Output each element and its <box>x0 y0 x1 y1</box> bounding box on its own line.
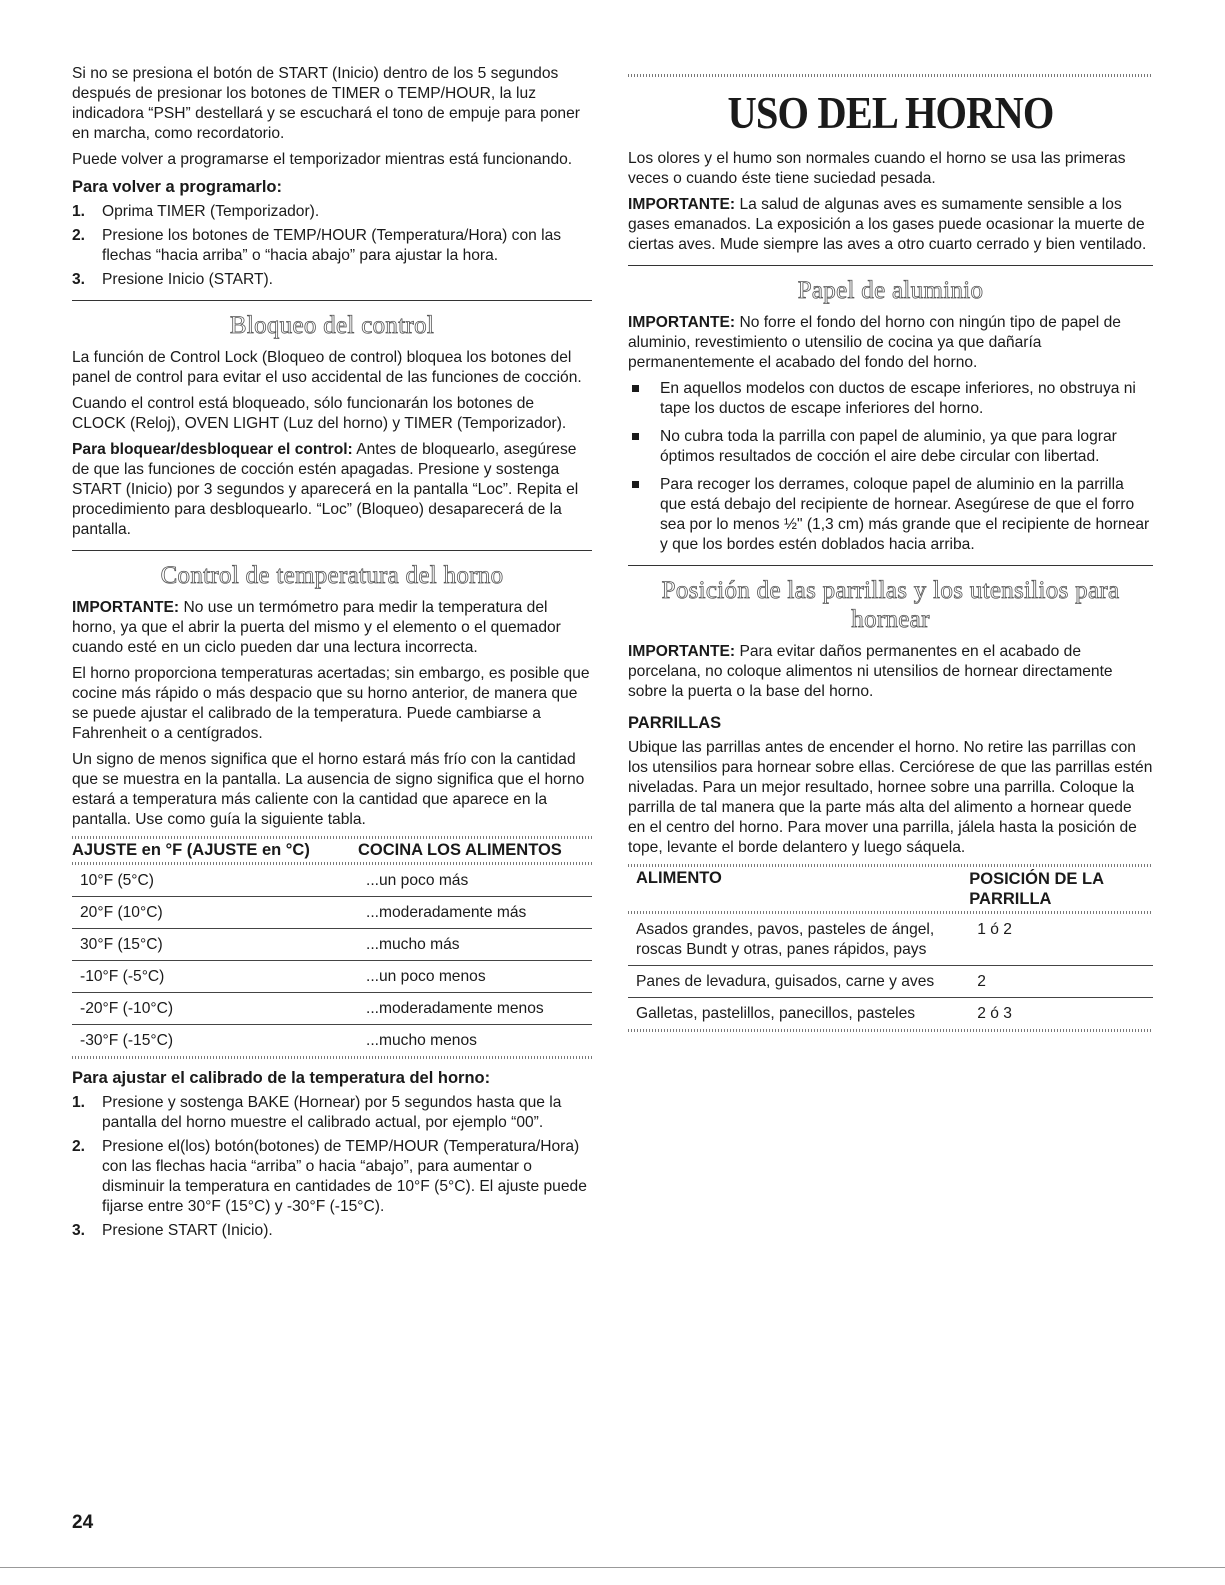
section-divider <box>628 265 1153 266</box>
intro-paragraph: Los olores y el humo son normales cuando el horno se usa las primeras veces o cuando éste tiene suciedad pesada. <box>628 150 1126 187</box>
rack-paragraph: IMPORTANTE: Para evitar daños permanentes en el acabado de porcelana, no coloque alimentos ni utensilios de hornear directamente sobre la puerta o la base del horno. <box>628 643 1113 700</box>
step-item: 1. Oprima TIMER (Temporizador). <box>72 203 320 220</box>
rack-position-table <box>628 867 1153 1029</box>
bullet-item: Para recoger los derrames, coloque papel de aluminio en la parrilla que está debajo del recipiente de hornear. Asegúrese de que el forro sea por lo menos ½" (1,3 cm) más grande que el recipiente de hornear y que los bordes estén doblados hacia arriba. <box>628 475 1153 555</box>
calibration-heading: Para ajustar el calibrado de la temperatura del horno: <box>72 1069 491 1087</box>
temp-paragraph: IMPORTANTE: No use un termómetro para medir la temperatura del horno, ya que el abrir la puerta del mismo y el elemento o el quemador cuando esté en un ciclo pueden dar una lectura incorrecta. <box>72 599 561 656</box>
page-number: 24 <box>72 1512 94 1533</box>
page-edge <box>0 1567 1225 1568</box>
table-row: Panes de levadura, guisados, carne y aves 2 <box>628 966 1153 998</box>
step-item: 3. Presione START (Inicio). <box>72 1222 273 1239</box>
lock-paragraph: La función de Control Lock (Bloqueo de control) bloquea los botones del panel de control para evitar el uso accidental de las funciones de cocción. <box>72 349 582 386</box>
intro-paragraph: IMPORTANTE: La salud de algunas aves es sumamente sensible a los gases emanados. La exposición a los gases puede ocasionar la muerte de ciertas aves. Mude siempre las aves a otro cuarto cerrado y bien ventilado. <box>628 196 1147 253</box>
step-item: 2. Presione el(los) botón(botones) de TEMP/HOUR (Temperatura/Hora) con las flechas hacia “arriba” o hacia “abajo”, para aumentar o disminuir la temperatura en cantidades de 10°F (5°C). El ajuste puede fijarse entre 30°F (15°C) y -30°F (-15°C). <box>72 1138 587 1215</box>
title-dotted-rule <box>628 74 1153 77</box>
step-item: 3. Presione Inicio (START). <box>72 271 274 288</box>
table-dotted-rule <box>628 1029 1153 1032</box>
table-row: -30°F (-15°C) ...mucho menos <box>80 1032 477 1049</box>
table-dotted-rule <box>72 1056 592 1059</box>
step-item: 1. Presione y sostenga BAKE (Hornear) por 5 segundos hasta que la pantalla del horno muestre el calibrado actual, por ejemplo “00”. <box>72 1094 562 1131</box>
table-row: Asados grandes, pavos, pasteles de ángel, roscas Bundt y otras, panes rápidos, pays 1 ó 2 <box>628 914 1153 966</box>
table-row: 10°F (5°C) ...un poco más <box>72 865 592 897</box>
calibration-steps <box>72 1093 592 1241</box>
left-column <box>72 64 592 1247</box>
foil-paragraph: IMPORTANTE: No forre el fondo del horno con ningún tipo de papel de aluminio, revestimiento o utensilio de cocina ya que dañaría permanentemente el acabado del fondo del horno. <box>628 314 1121 371</box>
temp-paragraph: Un signo de menos significa que el horno estará más frío con la cantidad que se muestra en la pantalla. La ausencia de signo significa que el horno estará a temperatura más caliente con la cantidad que aparece en la pantalla. Use como guía la siguiente tabla. <box>72 751 585 828</box>
lock-paragraph: Para bloquear/desbloquear el control: Antes de bloquearlo, asegúrese de que las funciones de cocción estén apagadas. Presione y sostenga START (Inicio) por 3 segundos y aparecerá en la pantalla “Loc”. Repita el procedimiento para desbloquearlo. “Loc” (Bloqueo) desaparecerá de la pantalla. <box>72 441 579 538</box>
racks-heading: PARRILLAS <box>628 714 722 732</box>
table-row: 20°F (10°C) ...moderadamente más <box>72 897 592 929</box>
temp-section-title: Control de temperatura del horno <box>160 562 504 589</box>
section-divider <box>72 550 592 551</box>
temp-paragraph: El horno proporciona temperaturas acertadas; sin embargo, es posible que cocine más rápido o más despacio que su horno anterior, de manera que se puede ajustar el calibrado de la temperatura. Puede cambiarse a Fahrenheit o a centígrados. <box>72 665 590 742</box>
table-row: -20°F (-10°C) ...moderadamente menos <box>72 993 592 1025</box>
table-row: Galletas, pastelillos, panecillos, pasteles 2 ó 3 <box>636 1005 1012 1022</box>
racks-paragraph: Ubique las parrillas antes de encender el horno. No retire las parrillas con los utensilios para hornear sobre ellas. Cerciórese de que las parrillas estén niveladas. Para un mejor resultado, hornee sobre una parrilla. Coloque la parrilla de tal manera que la parte más alta del alimento a hornear quede en el centro del horno. Para mover una parrilla, jálela hasta la posición de tope, levante el borde delantero y luego sáquela. <box>628 739 1153 856</box>
bullet-item: No cubra toda la parrilla con papel de aluminio, ya que para lograr óptimos resultados de cocción el aire debe circular con libertad. <box>628 427 1153 467</box>
page-title: USO DEL HORNO <box>727 87 1054 138</box>
table-row: 30°F (15°C) ...mucho más <box>72 929 592 961</box>
foil-bullets <box>628 379 1153 555</box>
reprogram-heading: Para volver a programarlo: <box>72 178 283 196</box>
intro-paragraph-2: Puede volver a programarse el temporizador mientras está funcionando. <box>72 151 573 168</box>
reprogram-steps <box>72 202 592 290</box>
table-header: AJUSTE en °F (AJUSTE en °C) <box>72 841 310 859</box>
section-divider <box>628 565 1153 566</box>
calibration-table <box>72 839 592 1056</box>
intro-paragraph: Si no se presiona el botón de START (Inicio) dentro de los 5 segundos después de presionar los botones de TIMER o TEMP/HOUR, la luz indicadora “PSH” destellará y se escuchará el tono de empuje para poner en marcha, como recordatorio. <box>72 65 580 142</box>
right-column <box>628 64 1153 1032</box>
section-divider <box>72 300 592 301</box>
table-header: POSICIÓN DE LA PARRILLA <box>969 870 1104 908</box>
table-header: COCINA LOS ALIMENTOS <box>358 841 562 859</box>
table-row: -10°F (-5°C) ...un poco menos <box>72 961 592 993</box>
lock-section-title: Bloqueo del control <box>229 312 435 339</box>
rack-section-title: Posición de las parrillas y los utensilios para hornear <box>661 577 1120 633</box>
lock-paragraph: Cuando el control está bloqueado, sólo funcionarán los botones de CLOCK (Reloj), OVEN LIGHT (Luz del horno) y TIMER (Temporizador). <box>72 395 567 432</box>
table-header: ALIMENTO <box>636 869 722 887</box>
step-item: 2. Presione los botones de TEMP/HOUR (Temperatura/Hora) con las flechas “hacia arriba” o “hacia abajo” para ajustar la hora. <box>72 227 562 264</box>
foil-section-title: Papel de aluminio <box>797 277 984 304</box>
bullet-item: En aquellos modelos con ductos de escape inferiores, no obstruya ni tape los ductos de escape inferiores del horno. <box>628 379 1153 419</box>
